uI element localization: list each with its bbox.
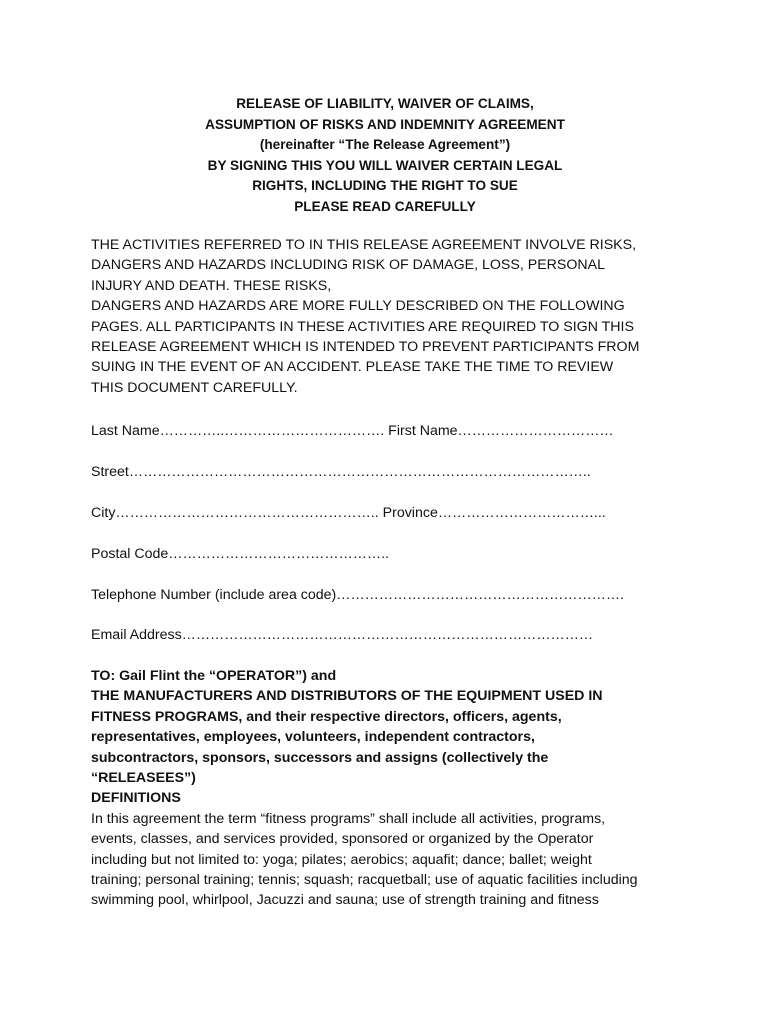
definitions-heading: DEFINITIONS <box>91 790 181 807</box>
intro-line: INJURY AND DEATH. THESE RISKS, <box>91 277 332 294</box>
intro-paragraph <box>91 235 691 398</box>
postal-code-field-line: Postal Code……………………………………….. <box>91 546 389 562</box>
intro-line: THE ACTIVITIES REFERRED TO IN THIS RELEASE AGREEMENT INVOLVE RISKS, <box>91 237 637 253</box>
title-line: RIGHTS, INCLUDING THE RIGHT TO SUE <box>252 178 518 194</box>
releasees-line: THE MANUFACTURERS AND DISTRIBUTORS OF THE EQUIPMENT USED IN <box>91 688 603 705</box>
intro-line: RELEASE AGREEMENT WHICH IS INTENDED TO PREVENT PARTICIPANTS FROM <box>91 339 640 356</box>
intro-line: PAGES. ALL PARTICIPANTS IN THESE ACTIVITIES ARE REQUIRED TO SIGN THIS <box>91 318 634 335</box>
releasees-line: “RELEASEES”) <box>91 770 196 787</box>
email-field-line: Email Address…………………………………………………………………………… <box>91 627 594 643</box>
definitions-line: training; personal training; tennis; squash; racquetball; use of aquatic facilities including <box>91 872 638 889</box>
releasees-line: subcontractors, sponsors, successors and assigns (collectively the <box>91 749 549 766</box>
telephone-field-line: Telephone Number (include area code)……………………………………………………. <box>91 587 624 603</box>
intro-line: DANGERS AND HAZARDS INCLUDING RISK OF DAMAGE, LOSS, PERSONAL <box>91 257 606 274</box>
city-province-field-line: City……………………………………………….. Province……………………………... <box>91 505 606 521</box>
title-line: (hereinafter “The Release Agreement”) <box>259 137 511 153</box>
title-line: BY SIGNING THIS YOU WILL WAIVER CERTAIN LEGAL <box>207 157 563 173</box>
definitions-line: In this agreement the term “fitness programs” shall include all activities, programs, <box>91 810 606 827</box>
agreement-title <box>0 94 770 218</box>
title-line: PLEASE READ CAREFULLY <box>294 198 476 214</box>
title-line: ASSUMPTION OF RISKS AND INDEMNITY AGREEMENT <box>205 116 565 132</box>
releasees-line: TO: Gail Flint the “OPERATOR”) and <box>91 668 337 684</box>
definitions-line: events, classes, and services provided, sponsored or organized by the Operator <box>91 831 594 848</box>
title-line: RELEASE OF LIABILITY, WAIVER OF CLAIMS, <box>236 96 534 111</box>
intro-line: THIS DOCUMENT CAREFULLY. <box>91 379 298 396</box>
definitions-line: including but not limited to: yoga; pilates; aerobics; aquafit; dance; ballet; weight <box>91 851 592 868</box>
releasees-line: representatives, employees, volunteers, independent contractors, <box>91 729 535 746</box>
intro-line: DANGERS AND HAZARDS ARE MORE FULLY DESCRIBED ON THE FOLLOWING <box>91 298 625 315</box>
intro-line: SUING IN THE EVENT OF AN ACCIDENT. PLEASE TAKE THE TIME TO REVIEW <box>91 359 614 376</box>
street-field-line: Street…………………………………………………………………………………….. <box>91 464 591 480</box>
releasees-line: FITNESS PROGRAMS, and their respective directors, officers, agents, <box>91 708 562 725</box>
definitions-line: swimming pool, whirlpool, Jacuzzi and sauna; use of strength training and fitness <box>91 892 599 909</box>
name-field-line: Last Name…………..……………………………. First Name…………………………… <box>91 423 614 439</box>
releasees-section <box>91 666 691 911</box>
